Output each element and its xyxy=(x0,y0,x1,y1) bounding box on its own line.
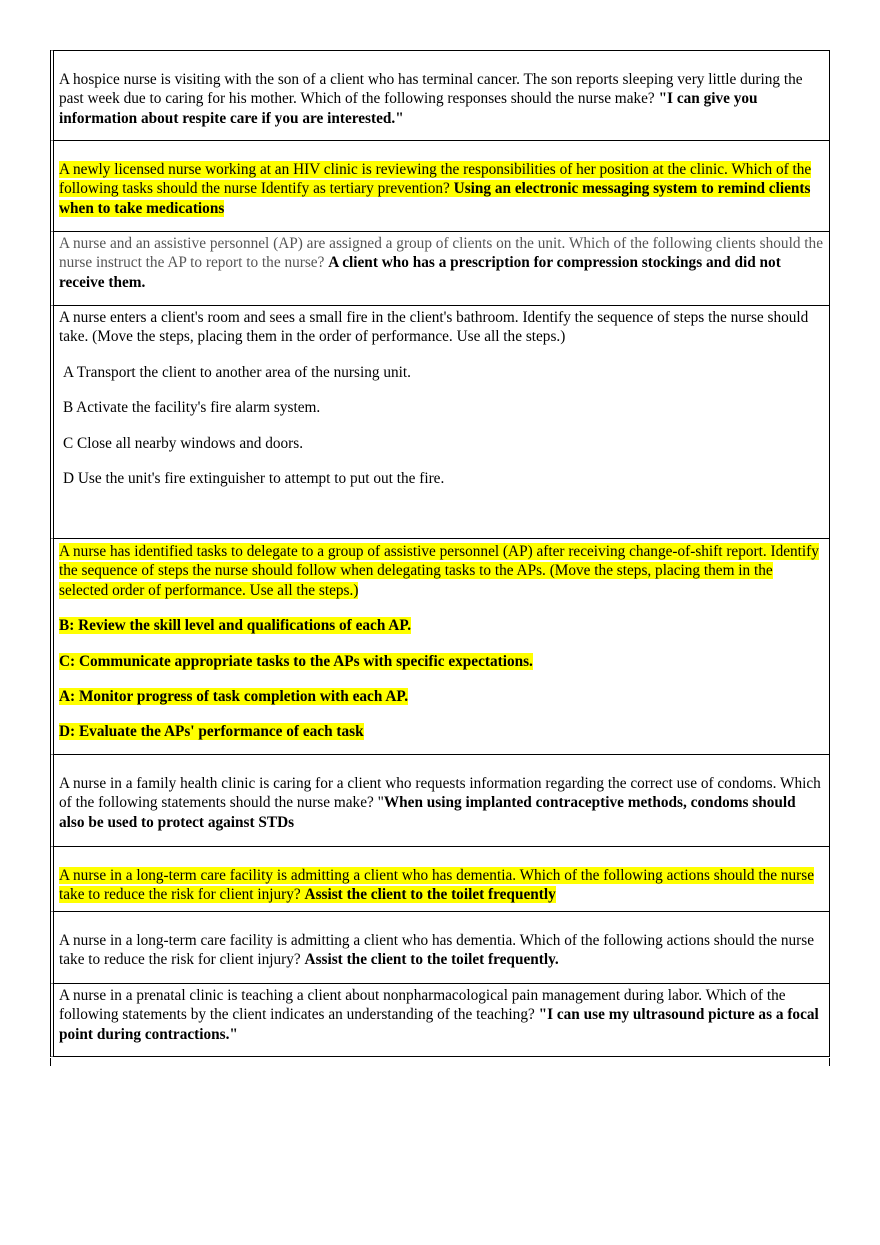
question-text: A nurse enters a client's room and sees a small fire in the client's bathroom. Identify the sequence of steps the nurse should take. (Move the steps, placing them in the order of performance. Use all the steps.) xyxy=(59,309,809,346)
list-item: C: Communicate appropriate tasks to the APs with specific expectations. xyxy=(59,652,533,670)
list-item: B: Review the skill level and qualifications of each AP. xyxy=(59,617,412,635)
answer-text: Using an electronic messaging system to remind clients when to take medications xyxy=(59,180,811,217)
table-row xyxy=(50,912,830,984)
table-row xyxy=(50,232,830,306)
table-row xyxy=(50,755,830,847)
answer-text: When using implanted contraceptive methods, condoms should also be used to protect against STDs xyxy=(59,794,796,831)
question-text: A nurse and an assistive personnel (AP) are assigned a group of clients on the unit. Which of the following clients should the nurse instruct the AP to report to the nurse? xyxy=(59,235,823,272)
table-row xyxy=(50,847,830,912)
table-row xyxy=(50,984,830,1057)
question-text: A nurse in a long-term care facility is admitting a client who has dementia. Which of the following actions should the nurse take to reduce the risk for client injury? xyxy=(59,932,815,969)
list-item: D: Evaluate the APs' performance of each task xyxy=(59,723,364,741)
question-text: A newly licensed nurse working at an HIV clinic is reviewing the responsibilities of her position at the clinic. Which of the following tasks should the nurse Identify as tertiary prevention? xyxy=(59,161,812,198)
question-text: A nurse in a long-term care facility is admitting a client who has dementia. Which of the following actions should the nurse take to reduce the risk for client injury? xyxy=(59,867,815,904)
list-item: A Transport the client to another area of the nursing unit. xyxy=(63,363,411,381)
question-text: A hospice nurse is visiting with the son of a client who has terminal cancer. The son reports sleeping very little during the past week due to caring for his mother. Which of the following responses should the nurse make? xyxy=(59,71,803,108)
table-row xyxy=(50,141,830,232)
table-row xyxy=(50,539,830,755)
question-text: A nurse in a prenatal clinic is teaching a client about nonpharmacological pain management during labor. Which of the following statements by the client indicates an understanding of the teaching? xyxy=(59,987,786,1024)
list-item: B Activate the facility's fire alarm system. xyxy=(63,399,321,417)
list-item: C Close all nearby windows and doors. xyxy=(63,434,304,452)
table-row xyxy=(50,306,830,539)
question-text: A nurse in a family health clinic is caring for a client who requests information regarding the correct use of condoms. Which of the following statements should the nurse make? " xyxy=(59,775,821,812)
answer-text: A client who has a prescription for compression stockings and did not receive them. xyxy=(59,254,781,291)
list-item: A: Monitor progress of task completion with each AP. xyxy=(59,688,409,706)
answer-text: "I can give you information about respite care if you are interested." xyxy=(59,90,758,127)
answer-text: Assist the client to the toilet frequently xyxy=(304,886,556,904)
table-row xyxy=(50,50,830,141)
question-text: A nurse has identified tasks to delegate to a group of assistive personnel (AP) after receiving change-of-shift report. Identify the sequence of steps the nurse should follow when delegating tasks to the APs. (Move the steps, placing them in the selected order of performance. Use all the steps.) xyxy=(59,543,819,599)
answer-text: "I can use my ultrasound picture as a focal point during contractions." xyxy=(59,1006,819,1043)
answer-text: Assist the client to the toilet frequently. xyxy=(304,951,559,969)
list-item: D Use the unit's fire extinguisher to attempt to put out the fire. xyxy=(63,470,445,488)
table-border-tail xyxy=(50,1058,830,1066)
qa-table xyxy=(50,50,830,1057)
